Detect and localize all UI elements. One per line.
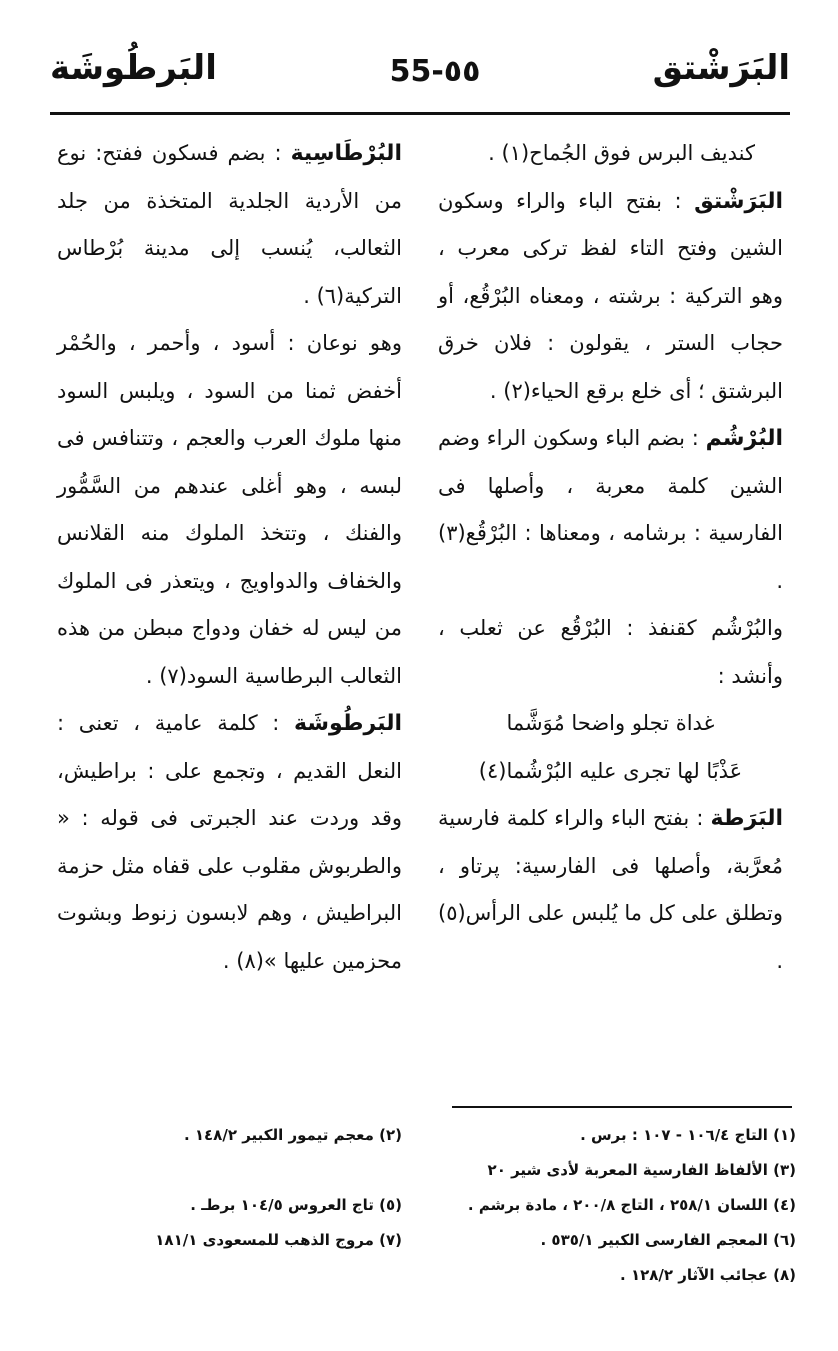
footnote: (٥) تاج العروس ١٠٤/٥ برطـ . [190, 1196, 402, 1214]
footnote: (٧) مروج الذهب للمسعودى ١٨١/١ [155, 1231, 402, 1249]
entry-baratah [438, 795, 783, 985]
entry-text: : بفتح الباء والراء كلمة فارسية مُعرَّبة، وأصلها فى الفارسية: پرتاو ، وتطلق على كل ما يُلبس على الرأس(٥) . [438, 806, 783, 973]
footnote: (١) التاج ١٠٦/٤ - ١٠٧ : برس . [580, 1126, 796, 1144]
running-headword-left: البَرطُوشَة [50, 48, 217, 88]
footnote-rule [452, 1106, 792, 1108]
footnote: (٦) المعجم الفارسى الكبير ٥٣٥/١ . [540, 1231, 796, 1249]
page-number: 55-٥٥ [389, 54, 481, 89]
entry-text: : بضم فسكون ففتح: نوع من الأردية الجلدية المتخذة من جلد الثعالب، يُنسب إلى مدينة بُرْطاس التركية(٦) . [57, 141, 402, 308]
footnote: (٨) عجائب الآثار ١٢٨/٢ . [620, 1266, 796, 1284]
entry-headword: البَرَطة [710, 806, 783, 831]
footnote: (٣) الألفاظ الفارسية المعربة لأدى شير ٢٠ [487, 1161, 796, 1179]
running-headword-right: البَرَشْتق [652, 48, 790, 88]
verse-line: غداة تجلو واضحا مُوَشَّما [506, 711, 715, 735]
page-header [50, 48, 790, 108]
left-column [57, 130, 402, 985]
entry-text: : بضم الباء وسكون الراء وضم الشين كلمة معربة ، وأصلها فى الفارسية : برشامه ، ومعناها : البُرْقُع(٣) . [438, 426, 783, 593]
right-column [438, 130, 783, 985]
verse-line: عَذْبًا لها تجرى عليه البُرْشُما(٤) [478, 758, 743, 783]
entry-bartusha [57, 700, 402, 985]
paragraph: والبُرْشُم كقنفذ : البُرْقُع عن ثعلب ، وأنشد : [438, 616, 783, 688]
footnote: (٢) معجم تيمور الكبير ١٤٨/٢ . [183, 1126, 402, 1144]
entry-headword: البَرطُوشَة [294, 711, 402, 736]
entry-barashtaq [438, 178, 783, 416]
footnote: (٤) اللسان ٢٥٨/١ ، التاج ٢٠٠/٨ ، مادة برشم . [467, 1196, 796, 1214]
entry-text: : بفتح الباء والراء وسكون الشين وفتح التاء لفظ تركى معرب ، وهو التركية : برشته ، ومعناه البُرْقُع، أو حجاب الستر ، يقولون : فلان خرق البرشتق ؛ أى خلع برقع الحياء(٢) . [438, 188, 783, 403]
entry-headword: البُرْطَاسِية [290, 141, 402, 166]
entry-text: : كلمة عامية ، تعنى : النعل القديم ، وتجمع على : براطيش، وقد وردت عند الجبرتى فى قوله : « والطربوش مقلوب على قفاه مثل حزمة البراطيش ، وهم لابسون زنوط وبشوت محزمين عليها »(٨) . [57, 711, 402, 973]
header-rule [50, 112, 790, 115]
entry-headword: البَرَشْتق [694, 188, 783, 214]
entry-burtasiya [57, 130, 402, 320]
paragraph: كنديف البرس فوق الجُماح(١) . [488, 141, 755, 165]
entry-burshum [438, 415, 783, 605]
paragraph: وهو نوعان : أسود ، وأحمر ، والحُمْر أخفض ثمنا من السود ، ويلبس السود منها ملوك العرب والعجم ، وتتنافس فى لبسه ، وهو أغلى عندهم من السَّمُّور والفنك ، وتتخذ الملوك منه القلانس والخفاف والدواويج ، ويتعذر فى الملوك من ليس له خفان ودواج مبطن من هذه الثعالب البرطاسية السود(٧) . [57, 331, 402, 688]
entry-headword: البُرْشُم [705, 426, 783, 451]
